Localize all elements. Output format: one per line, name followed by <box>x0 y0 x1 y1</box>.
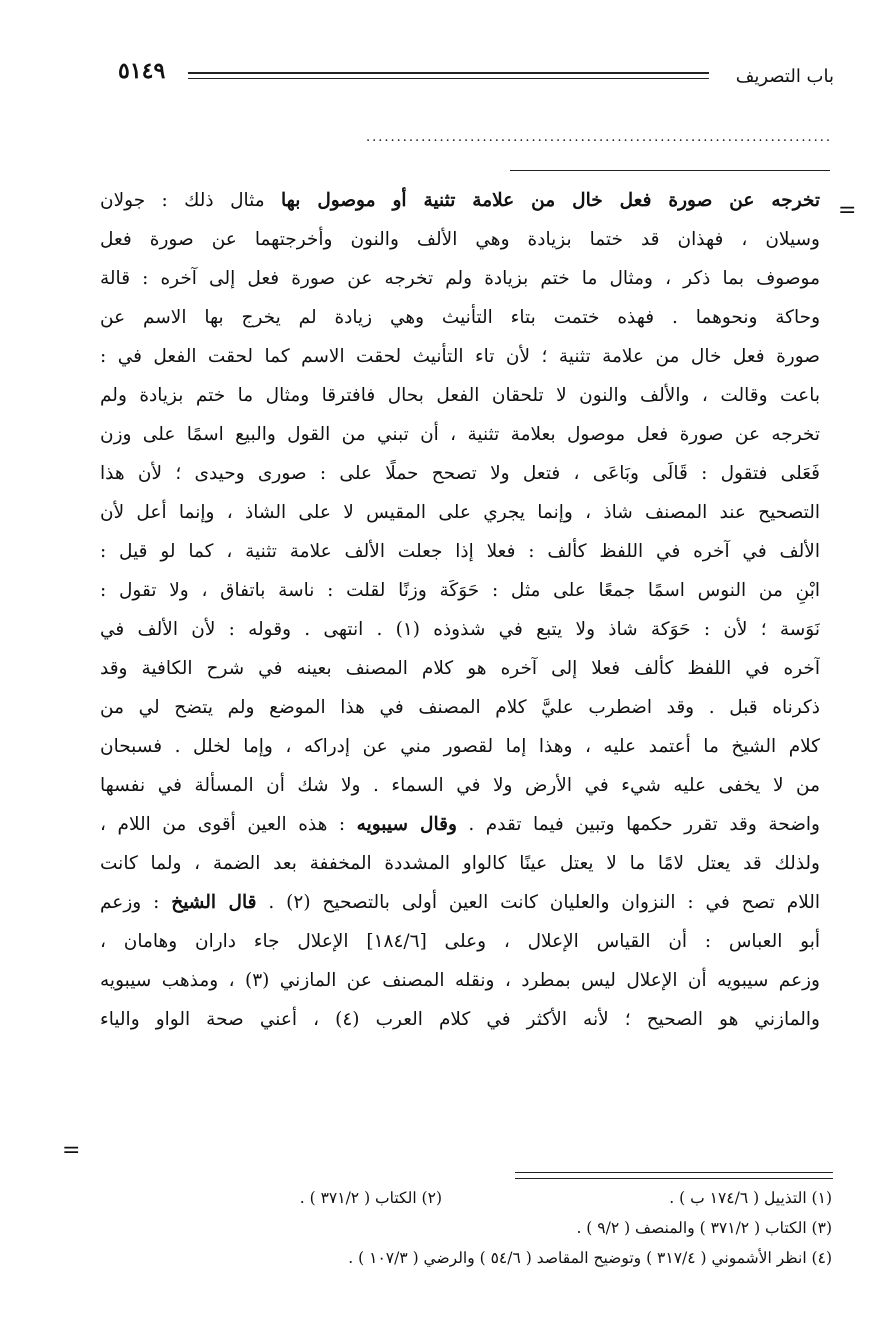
text-line: ولذلك قد يعتل لامًا ما لا يعتل عينًا كالواو المشددة المخففة بعد الضمة ، ولما كانت <box>100 853 820 874</box>
text-line: موصوف بما ذكر ، ومثال ما ختم بزيادة ولم تخرجه عن صورة فعل إلى آخره : قالة <box>100 268 820 289</box>
text-line: تخرجه عن صورة فعل موصول بعلامة تثنية ، أن تبني من القول والبيع اسمًا على وزن <box>100 424 820 445</box>
chapter-title: باب التصريف <box>735 66 834 87</box>
continuation-mark-start: = <box>838 198 857 223</box>
text-line: تخرجه عن صورة فعل خال من علامة تثنية أو موصول بها مثال ذلك : جولان <box>100 190 820 211</box>
text-line: ابْنِ من النوس اسمًا جمعًا على مثل : حَوَكَة وزنًا لقلت : ناسة باتفاق ، ولا تقول : <box>100 580 820 601</box>
text-line: ذكرناه قبل . وقد اضطرب عليَّ كلام المصنف في هذا الموضع ولم يتضح لي من <box>100 697 820 718</box>
footnote-row <box>170 1183 832 1213</box>
footnote-row <box>170 1213 832 1243</box>
footnote-3: (٣) الكتاب ( ٣٧١/٢ ) والمنصف ( ٩/٢ ) . <box>576 1219 832 1237</box>
footnote-row <box>170 1243 832 1273</box>
page-header <box>118 58 834 98</box>
text-line: الألف في آخره في اللفظ كألف : فعلا إذا جعلت الألف علامة تثنية ، كما لو قيل : <box>100 541 820 562</box>
text-line: أبو العباس : أن القياس الإعلال ، وعلى [١٨٤/٦] الإعلال جاء داران وهامان ، <box>100 931 820 952</box>
text-line: وزعم سيبويه أن الإعلال ليس بمطرد ، ونقله المصنف عن المازني (٣) ، ومذهب سيبويه <box>100 970 820 991</box>
header-rule <box>188 72 709 74</box>
section-rule <box>510 170 830 171</box>
text-line: باعت وقالت ، والألف والنون لا تلحقان الفعل بحال فافترقا ومثال ما ختم بزيادة ولم <box>100 385 820 406</box>
text-line: اللام تصح في : النزوان والعليان كانت العين أولى بالتصحيح (٢) . قال الشيخ : وزعم <box>100 892 820 913</box>
text-line: نَوَسة ؛ لأن : حَوَكة شاذ ولا يتبع في شذوذه (١) . انتهى . وقوله : لأن الألف في <box>100 619 820 640</box>
header-rule-thin <box>188 78 709 79</box>
footnote-1: (١) التذييل ( ١٧٤/٦ ب ) . <box>669 1189 832 1207</box>
text-line: صورة فعل خال من علامة تثنية ؛ لأن تاء التأنيث لحقت الاسم كما لحقت الفعل في : <box>100 346 820 367</box>
continuation-mark-end: = <box>62 1138 81 1163</box>
text-line: واضحة وقد تقرر حكمها وتبين فيما تقدم . وقال سيبويه : هذه العين أقوى من اللام ، <box>100 814 820 835</box>
footnotes <box>170 1183 832 1273</box>
footnote-rule <box>515 1172 833 1173</box>
footnote-2: (٢) الكتاب ( ٣٧١/٢ ) . <box>299 1189 442 1207</box>
text-line: والمازني هو الصحيح ؛ لأنه الأكثر في كلام العرب (٤) ، أعني صحة الواو والياء <box>100 1009 820 1030</box>
footnote-rule-thin <box>515 1178 833 1179</box>
text-line: فَعَلى فتقول : قَالَى وبَاعَى ، فتعل ولا تصحح حملًا على : صورى وحيدى ؛ لأن هذا <box>100 463 820 484</box>
page-number: ٥١٤٩ <box>118 58 166 84</box>
ellipsis-separator: ............................................................................ <box>365 130 832 144</box>
text-line: وحاكة ونحوهما . فهذه ختمت بتاء التأنيث وهي زيادة لم يخرج بها الاسم عن <box>100 307 820 328</box>
text-line: وسيلان ، فهذان قد ختما بزيادة وهي الألف والنون وأخرجتهما عن صورة فعل <box>100 229 820 250</box>
text-line: التصحيح عند المصنف شاذ ، وإنما يجري على المقيس لا على الشاذ ، وإنما أعل لأن <box>100 502 820 523</box>
text-line: من لا يخفى عليه شيء في الأرض ولا في السماء . ولا شك أن المسألة في نفسها <box>100 775 820 796</box>
text-line: كلام الشيخ ما أعتمد عليه ، وهذا إما لقصور مني عن إدراكه ، وإما لخلل . فسبحان <box>100 736 820 757</box>
text-line: آخره في اللفظ كألف فعلا إلى آخره هو كلام المصنف بعينه في شرح الكافية وقد <box>100 658 820 679</box>
body-text <box>100 181 820 1039</box>
footnote-4: (٤) انظر الأشموني ( ٣١٧/٤ ) وتوضيح المقاصد ( ٥٤/٦ ) والرضي ( ١٠٧/٣ ) . <box>348 1249 832 1267</box>
